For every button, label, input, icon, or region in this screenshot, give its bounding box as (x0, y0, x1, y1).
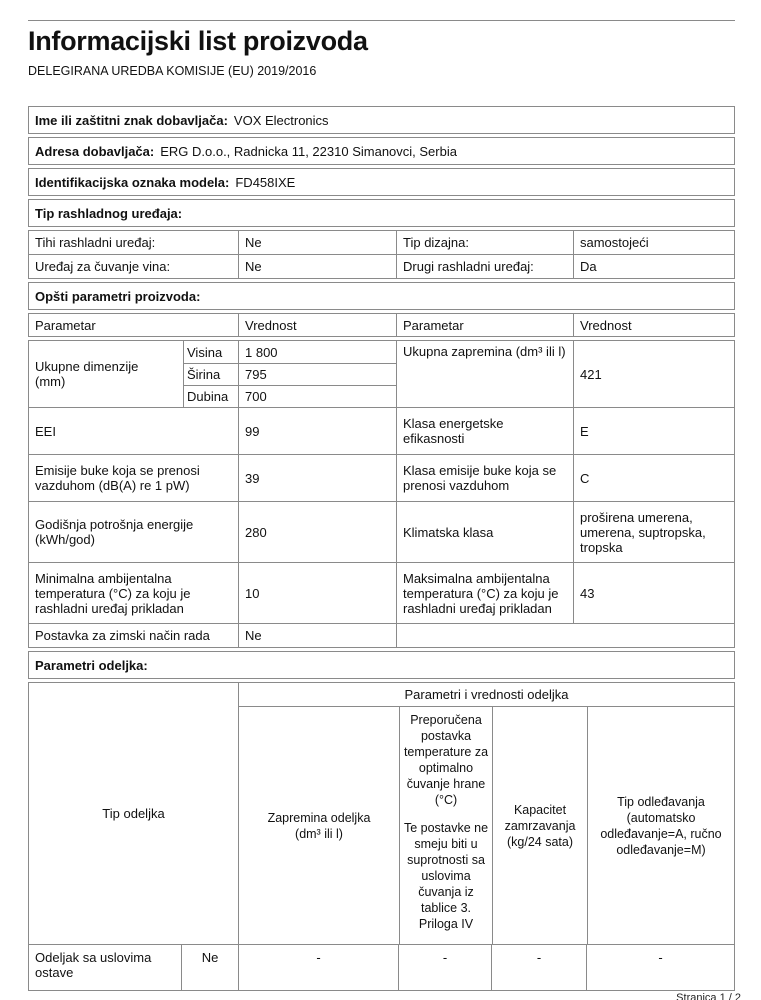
value-cell: samostojeći (573, 231, 734, 254)
address-value: ERG D.o.o., Radnicka 11, 22310 Simanovci, Serbia (160, 143, 457, 159)
general-table (28, 340, 735, 648)
general-section-title: Opšti parametri proizvoda: (35, 288, 201, 304)
value-cell: proširena umerena, umerena, suptropska, tropska (573, 502, 734, 562)
document-content (28, 0, 735, 994)
page-number: Stranica 1 / 2 (676, 992, 741, 1000)
column-header-row (28, 313, 735, 337)
table-row (29, 407, 734, 454)
dimension-label-cell: Ukupne dimenzije (mm) (35, 359, 139, 389)
compartment-volume-cell: - (238, 945, 398, 990)
table-row (29, 623, 734, 647)
value-cell: Ne (238, 624, 396, 647)
compartments-header-rows (29, 683, 734, 944)
compartment-freezing-cell: - (491, 945, 586, 990)
dimension-name-cell: Širina (183, 364, 238, 385)
param-cell: Postavka za zimski način rada (35, 628, 210, 643)
param-cell: Klimatska klasa (396, 502, 573, 562)
type-section-title-row (28, 199, 735, 227)
param-cell: Klasa emisije buke koja se prenosi vazduhom (396, 455, 573, 501)
compartment-present-cell: Ne (181, 945, 238, 990)
compartment-volume-header (239, 707, 399, 944)
supplier-row (28, 106, 735, 134)
dimension-sub-table (183, 341, 396, 407)
compartment-defrost-cell: - (586, 945, 734, 990)
param-cell: Emisije buke koja se prenosi vazduhom (dB(A) re 1 pW) (35, 463, 200, 493)
dimension-value-cell: 700 (238, 386, 396, 407)
value-cell: Ne (238, 231, 396, 254)
table-row (29, 231, 734, 254)
dimension-name-cell: Dubina (183, 386, 238, 407)
compartment-temp-header-line1: Preporučena postavka temperature za optimalno čuvanje hrane (°C) (403, 713, 489, 807)
value-cell: 39 (238, 455, 396, 501)
dimension-value-cell: 1 800 (238, 341, 396, 363)
value-header-cell: Vrednost (238, 314, 396, 336)
table-row (29, 254, 734, 278)
param-header-cell: Parametar (396, 314, 573, 336)
param-cell: Maksimalna ambijentalna temperatura (°C) za koju je rashladni uređaj prikladan (396, 563, 573, 623)
compartment-name-cell: Odeljak sa uslovima ostave (35, 950, 152, 980)
compartment-corner-cell: Tip odeljka (102, 806, 165, 821)
compartment-defrost-header-text: Tip odleđavanja (automatsko odleđavanje=A, ručno odleđavanje=M) (600, 794, 722, 857)
table-row (29, 454, 734, 501)
dimension-value-cell: 795 (238, 364, 396, 385)
value-cell: 10 (238, 563, 396, 623)
param-cell: Klasa energetske efikasnosti (396, 408, 573, 454)
model-label: Identifikacijska oznaka modela: (35, 174, 230, 190)
value-header-cell: Vrednost (573, 314, 734, 336)
compartments-title: Parametri odeljka: (35, 657, 148, 673)
compartment-row (29, 944, 734, 990)
value-cell: C (573, 455, 734, 501)
volume-value-cell: 421 (573, 341, 734, 407)
value-cell: 99 (238, 408, 396, 454)
param-cell: Tip dizajna: (396, 231, 573, 254)
dimension-sub-row (183, 363, 396, 385)
dimension-name-cell: Visina (183, 341, 238, 363)
address-label: Adresa dobavljača: (35, 143, 155, 159)
compartments-title-row (28, 651, 735, 679)
param-cell: EEI (35, 423, 56, 439)
page-subtitle: DELEGIRANA UREDBA KOMISIJE (EU) 2019/2016 (28, 64, 317, 78)
supplier-value: VOX Electronics (233, 112, 329, 128)
table-row (29, 501, 734, 562)
compartment-temp-cell: - (398, 945, 491, 990)
type-table (28, 230, 735, 279)
dimension-sub-row (183, 385, 396, 407)
address-row (28, 137, 735, 165)
value-cell: Ne (238, 255, 396, 278)
model-value: FD458IXE (235, 174, 296, 190)
param-cell: Minimalna ambijentalna temperatura (°C) za koju je rashladni uređaj prikladan (35, 570, 191, 616)
model-row (28, 168, 735, 196)
dimension-sub-row (183, 341, 396, 363)
supplier-label: Ime ili zaštitni znak dobavljača: (35, 112, 228, 128)
type-section-title: Tip rashladnog uređaja: (35, 205, 183, 221)
volume-param-cell: Ukupna zapremina (dm³ ili l) (396, 341, 573, 407)
value-cell: 280 (238, 502, 396, 562)
param-cell: Drugi rashladni uređaj: (396, 255, 573, 278)
param-cell: Uređaj za čuvanje vina: (35, 259, 171, 274)
value-cell: Da (573, 255, 734, 278)
compartment-span-header: Parametri i vrednosti odeljka (404, 687, 569, 702)
compartment-freezing-header (492, 707, 587, 944)
compartment-temp-header (399, 707, 492, 944)
param-cell: Godišnja potrošnja energije (kWh/god) (35, 517, 194, 547)
param-cell: Tihi rashladni uređaj: (35, 235, 156, 250)
compartment-header-right (238, 683, 734, 944)
compartments-table (28, 682, 735, 991)
compartment-defrost-header (587, 707, 734, 944)
dimensions-row (29, 341, 734, 407)
value-cell: E (573, 408, 734, 454)
compartment-temp-header-line2: Te postavke ne smeju biti u suprotnosti sa uslovima čuvanja iz tablice 3. Priloga IV (403, 821, 489, 931)
value-cell: 43 (573, 563, 734, 623)
compartment-volume-header-text: Zapremina odeljka (dm³ ili l) (267, 810, 371, 841)
table-row (29, 562, 734, 623)
empty-cell (396, 624, 734, 647)
compartment-freezing-header-text: Kapacitet zamrzavanja (kg/24 sata) (504, 802, 576, 849)
general-section-title-row (28, 282, 735, 310)
compartment-column-headers (239, 706, 734, 944)
page-title: Informacijski list proizvoda (28, 26, 368, 56)
param-header-cell: Parametar (35, 317, 96, 333)
